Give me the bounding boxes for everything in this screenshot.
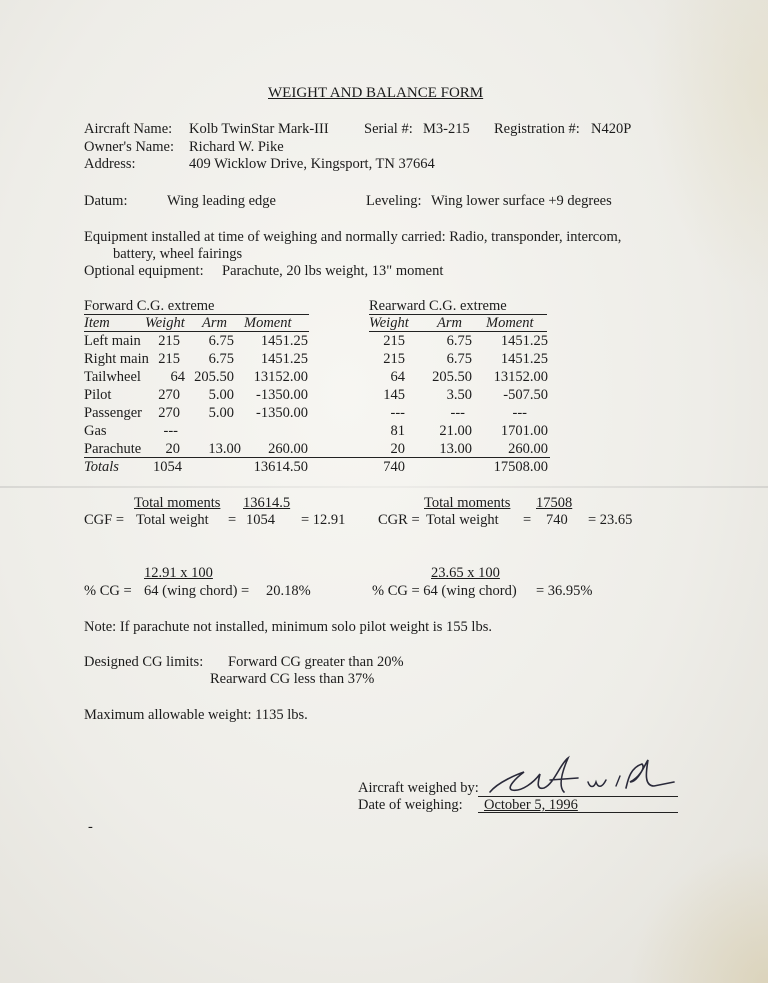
col-moment-header: Moment xyxy=(244,315,292,331)
row-moment: 1451.25 xyxy=(260,333,308,349)
row-moment: 1451.25 xyxy=(500,351,548,367)
row-moment: 260.00 xyxy=(508,441,548,457)
row-arm: 5.00 xyxy=(208,405,234,421)
row-moment: 260.00 xyxy=(268,441,308,457)
pct-fwd-result: 20.18% xyxy=(266,583,311,599)
address: 409 Wicklow Drive, Kingsport, TN 37664 xyxy=(189,156,435,172)
date-line xyxy=(478,812,678,813)
row-arm: --- xyxy=(450,405,465,421)
col-item-header: Item xyxy=(84,315,110,331)
signature-image xyxy=(478,752,698,802)
rearward-total-moment: 17508.00 xyxy=(493,459,548,475)
datum-label: Datum: xyxy=(84,193,128,209)
pct-fwd-numerator: 12.91 x 100 xyxy=(144,565,213,581)
row-weight: 215 xyxy=(158,333,180,349)
forward-cg-heading: Forward C.G. extreme xyxy=(84,298,215,314)
row-weight: 81 xyxy=(390,423,405,439)
weighed-by-label: Aircraft weighed by: xyxy=(358,780,479,796)
datum-value: Wing leading edge xyxy=(167,193,276,209)
parachute-note: Note: If parachute not installed, minimum solo pilot weight is 155 lbs. xyxy=(84,619,492,635)
max-weight: Maximum allowable weight: 1135 lbs. xyxy=(84,707,308,723)
rear-col-moment-header: Moment xyxy=(486,315,534,331)
row-arm: 3.50 xyxy=(446,387,472,403)
divider xyxy=(84,331,309,332)
cg-limits-label: Designed CG limits: xyxy=(84,654,204,670)
paper-stain xyxy=(628,843,768,983)
aircraft-name: Kolb TwinStar Mark-III xyxy=(189,121,329,137)
row-arm: 13.00 xyxy=(208,441,241,457)
forward-total-weight: 1054 xyxy=(153,459,182,475)
row-arm: 205.50 xyxy=(194,369,234,385)
row-weight: --- xyxy=(163,423,178,439)
row-weight: 270 xyxy=(158,405,180,421)
row-weight: 20 xyxy=(165,441,180,457)
registration-label: Registration #: xyxy=(494,121,580,137)
row-weight: 215 xyxy=(383,333,405,349)
row-arm: 6.75 xyxy=(208,333,234,349)
row-weight: 270 xyxy=(158,387,180,403)
row-moment: 1451.25 xyxy=(500,333,548,349)
owner-name: Richard W. Pike xyxy=(189,139,284,155)
row-arm: 6.75 xyxy=(446,351,472,367)
pct-rear-numerator: 23.65 x 100 xyxy=(431,565,500,581)
leveling-value: Wing lower surface +9 degrees xyxy=(431,193,612,209)
row-moment: 1451.25 xyxy=(260,351,308,367)
date-label: Date of weighing: xyxy=(358,797,463,813)
forward-total-moment: 13614.50 xyxy=(253,459,308,475)
rearward-cg-heading: Rearward C.G. extreme xyxy=(369,298,507,314)
row-arm: 21.00 xyxy=(439,423,472,439)
serial-label: Serial #: xyxy=(364,121,413,137)
row-arm: 6.75 xyxy=(208,351,234,367)
cgr-numerator-value: 17508 xyxy=(536,495,573,511)
owner-label: Owner's Name: xyxy=(84,139,174,155)
row-arm: 6.75 xyxy=(446,333,472,349)
cgf-denominator-value: 1054 xyxy=(246,512,275,528)
row-arm: 5.00 xyxy=(208,387,234,403)
cgr-denominator-label: Total weight xyxy=(426,512,499,528)
registration-number: N420P xyxy=(591,121,632,137)
row-weight: 64 xyxy=(390,369,405,385)
rearward-total-weight: 740 xyxy=(383,459,405,475)
pct-fwd-prefix: % CG = xyxy=(84,583,132,599)
row-weight: 64 xyxy=(170,369,185,385)
pct-fwd-denominator: 64 (wing chord) = xyxy=(144,583,250,599)
col-arm-header: Arm xyxy=(202,315,227,331)
row-moment: -1350.00 xyxy=(256,387,308,403)
paper-fold xyxy=(0,486,768,488)
cgf-result: = 12.91 xyxy=(301,512,346,528)
optional-equipment-value: Parachute, 20 lbs weight, 13" moment xyxy=(222,263,444,279)
cgf-prefix: CGF = xyxy=(84,512,125,528)
row-arm: 205.50 xyxy=(432,369,472,385)
row-arm: 13.00 xyxy=(439,441,472,457)
row-moment: 1701.00 xyxy=(500,423,548,439)
cgr-denominator-value: 740 xyxy=(546,512,568,528)
paper-stain xyxy=(648,0,768,300)
cgr-eq: = xyxy=(523,512,532,528)
cgf-numerator-label: Total moments xyxy=(134,495,221,511)
cgf-denominator-label: Total weight xyxy=(136,512,209,528)
cgf-numerator-value: 13614.5 xyxy=(243,495,291,511)
aircraft-name-label: Aircraft Name: xyxy=(84,121,173,137)
row-weight: 20 xyxy=(390,441,405,457)
cg-limit-rearward: Rearward CG less than 37% xyxy=(210,671,375,687)
row-item: Tailwheel xyxy=(84,369,141,385)
stray-mark: - xyxy=(88,819,93,835)
cg-limit-forward: Forward CG greater than 20% xyxy=(228,654,404,670)
row-item: Passenger xyxy=(84,405,142,421)
totals-divider xyxy=(84,457,550,458)
cgr-numerator-label: Total moments xyxy=(424,495,511,511)
row-item: Left main xyxy=(84,333,141,349)
row-moment: --- xyxy=(512,405,527,421)
rear-col-arm-header: Arm xyxy=(437,315,462,331)
row-weight: --- xyxy=(390,405,405,421)
leveling-label: Leveling: xyxy=(366,193,422,209)
row-moment: 13152.00 xyxy=(253,369,308,385)
form-title: WEIGHT AND BALANCE FORM xyxy=(268,85,484,101)
date-of-weighing: October 5, 1996 xyxy=(484,797,578,813)
cgf-eq: = xyxy=(228,512,237,528)
equipment-installed-line2: battery, wheel fairings xyxy=(113,246,243,262)
totals-label: Totals xyxy=(84,459,119,475)
row-weight: 215 xyxy=(158,351,180,367)
serial-number: M3-215 xyxy=(423,121,470,137)
pct-rear-prefix: % CG = 64 (wing chord) xyxy=(372,583,517,599)
address-label: Address: xyxy=(84,156,136,172)
row-item: Pilot xyxy=(84,387,112,403)
row-item: Gas xyxy=(84,423,107,439)
col-weight-header: Weight xyxy=(145,315,185,331)
equipment-installed-line1: Equipment installed at time of weighing and normally carried: Radio, transponder, intercom, xyxy=(84,229,622,245)
pct-rear-result: = 36.95% xyxy=(536,583,593,599)
optional-equipment-label: Optional equipment: xyxy=(84,263,204,279)
row-weight: 215 xyxy=(383,351,405,367)
rear-col-weight-header: Weight xyxy=(369,315,409,331)
row-item: Right main xyxy=(84,351,149,367)
cgr-result: = 23.65 xyxy=(588,512,633,528)
row-moment: 13152.00 xyxy=(493,369,548,385)
row-moment: -1350.00 xyxy=(256,405,308,421)
row-weight: 145 xyxy=(383,387,405,403)
cgr-prefix: CGR = xyxy=(378,512,420,528)
row-item: Parachute xyxy=(84,441,142,457)
divider xyxy=(369,331,547,332)
row-moment: -507.50 xyxy=(503,387,548,403)
